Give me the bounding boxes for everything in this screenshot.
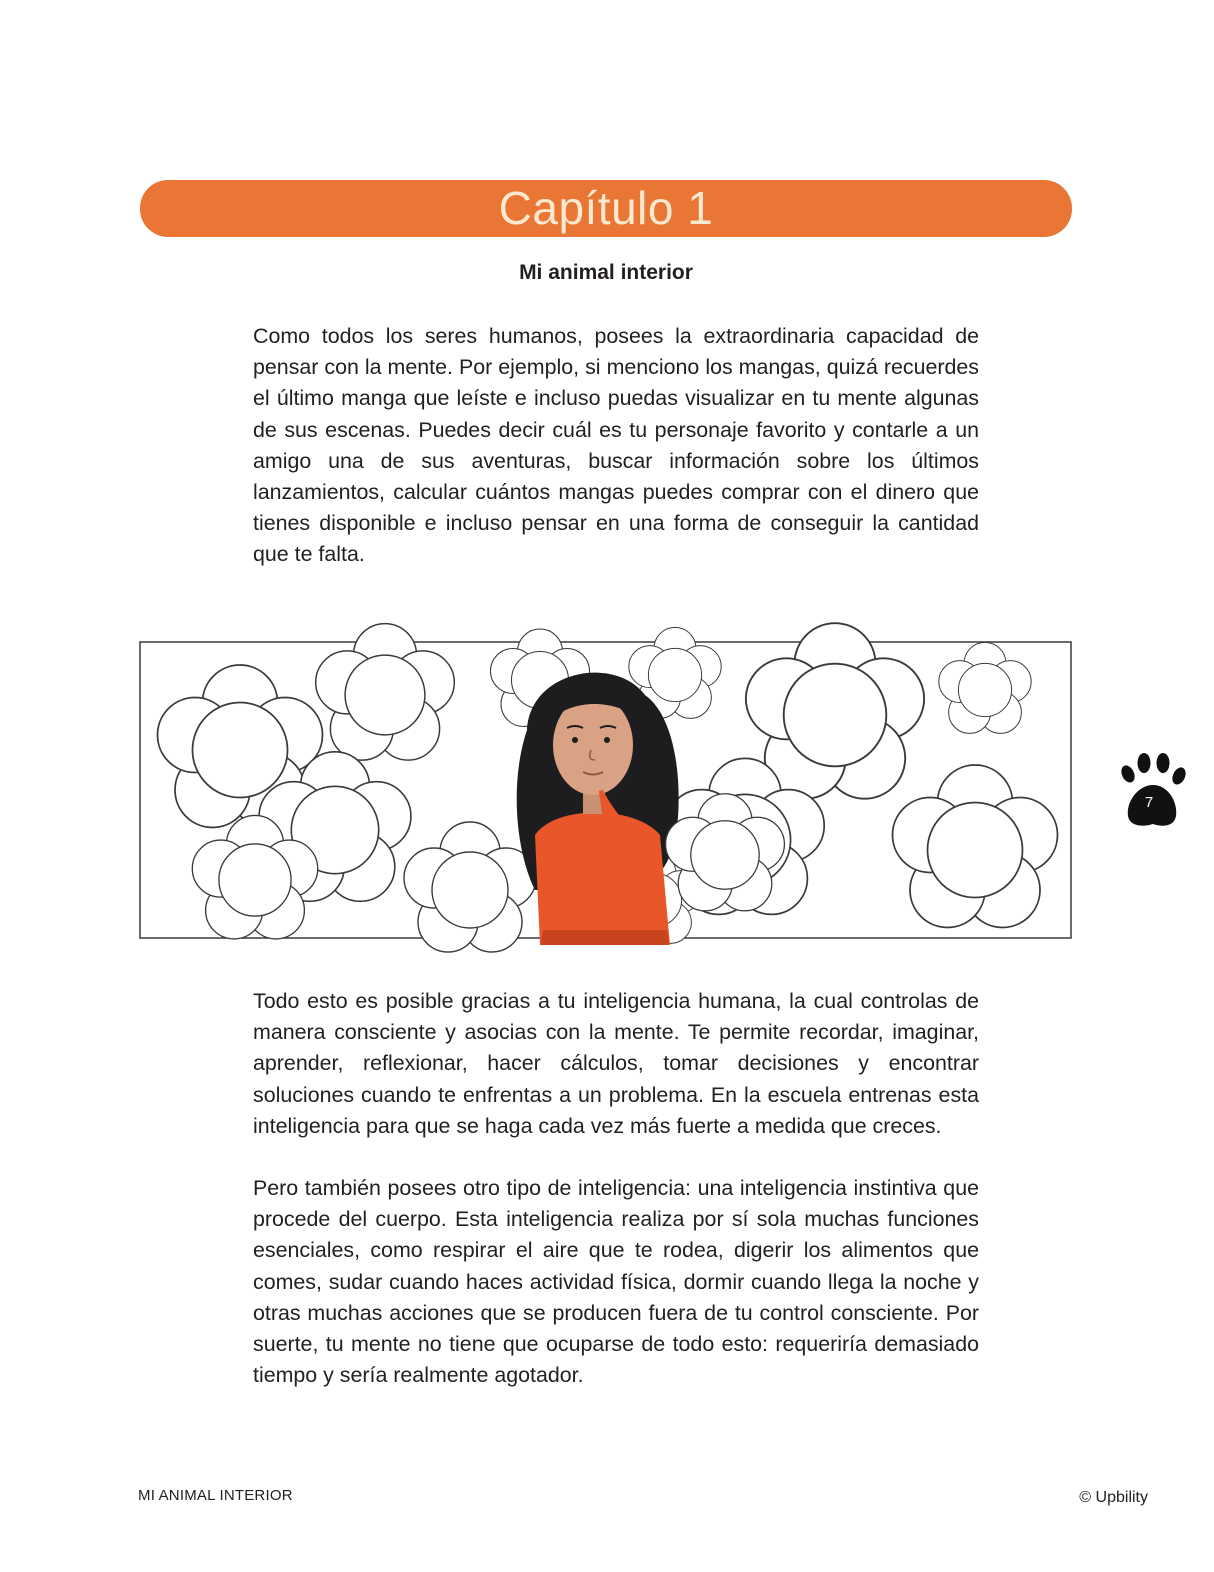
footer-copyright: © Upbility [1079, 1489, 1148, 1506]
paw-print-icon [1116, 752, 1190, 830]
girl-thinking-clouds-illustration [135, 600, 1080, 975]
section-title: Mi animal interior [519, 261, 693, 284]
chapter-banner [140, 180, 1072, 237]
paragraph-2: Todo esto es posible gracias a tu inteligencia humana, la cual controlas de manera consciente y asocias con la mente. Te permite recordar, imaginar, aprender, reflexionar, hacer cálculos, tomar decisiones y encontrar soluciones cuando te enfrentas a un problema. En la escuela entrenas esta inteligencia para que se haga cada vez más fuerte a medida que creces. [253, 989, 979, 1138]
footer-book-title: MI ANIMAL INTERIOR [138, 1487, 293, 1504]
girl-figure [517, 673, 679, 945]
paragraph-1: Como todos los seres humanos, posees la extraordinaria capacidad de pensar con la mente. Por ejemplo, si menciono los mangas, quizá recuerdes el último manga que leíste e incluso puedas visualizar en tu mente algunas de sus escenas. Puedes decir cuál es tu personaje favorito y contarle a un amigo una de sus aventuras, buscar información sobre los últimos lanzamientos, calcular cuántos mangas puedes comprar con el dinero que tienes disponible e incluso pensar en una forma de conseguir la cantidad que te falta. [253, 324, 979, 567]
page-number: 7 [1144, 794, 1154, 811]
chapter-title: Capítulo 1 [498, 182, 714, 234]
paragraph-3: Pero también posees otro tipo de inteligencia: una inteligencia instintiva que procede del cuerpo. Esta inteligencia realiza por sí sola muchas funciones esenciales, como respirar el aire que te rodea, digerir los alimentos que comes, sudar cuando haces actividad física, dormir cuando llega la noche y otras muchas acciones que se producen fuera de tu control consciente. Por suerte, tu mente no tiene que ocuparse de todo esto: requeriría demasiado tiempo y sería realmente agotador. [253, 1176, 979, 1388]
